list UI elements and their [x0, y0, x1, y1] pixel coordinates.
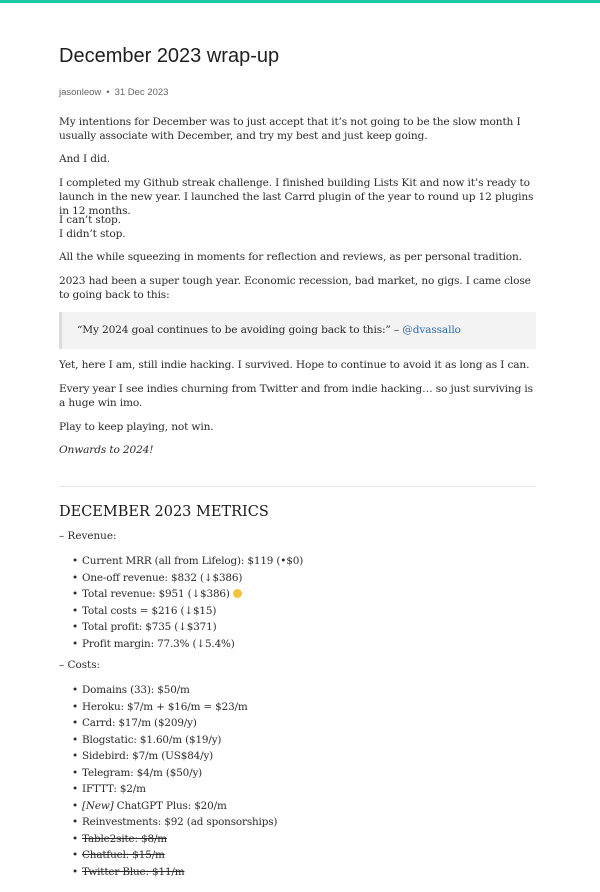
paragraph: I didn’t stop. — [59, 228, 126, 240]
list-item: • Profit margin: 77.3% (↓5.4%) — [72, 636, 303, 653]
section-heading: DECEMBER 2023 METRICS — [59, 504, 269, 520]
paragraph: I can’t stop. — [59, 214, 121, 226]
list-item: • Total revenue: $951 (↓$386) — [72, 586, 303, 603]
paragraph: And I did. — [59, 153, 110, 165]
post-meta — [59, 87, 168, 98]
list-item: • Current MRR (all from Lifelog): $119 (•$0) — [72, 553, 303, 570]
paragraph: All the while squeezing in moments for reflection and reviews, as per personal tradition. — [59, 251, 522, 263]
page-title: December 2023 wrap-up — [59, 45, 280, 67]
list-item: • Telegram: $4/m ($50/y) — [72, 765, 277, 782]
list-item-cancelled: • Chatfuel: $15/m — [72, 847, 277, 864]
quote-author-link[interactable]: @dvassallo — [402, 324, 461, 336]
quote-text: “My 2024 goal continues to be avoiding going back to this:” – — [77, 324, 403, 336]
list-item: • Carrd: $17/m ($209/y) — [72, 715, 277, 732]
costs-list — [72, 682, 277, 880]
author-link[interactable]: jasonleow — [59, 87, 102, 98]
list-item: • Total costs = $216 (↓$15) — [72, 603, 303, 620]
divider — [59, 486, 536, 487]
new-tag: [New] — [81, 799, 114, 812]
list-item: • Blogstatic: $1.60/m ($19/y) — [72, 732, 277, 749]
list-item-cancelled: • Twitter Blue: $11/m — [72, 864, 277, 881]
list-item: • Heroku: $7/m + $16/m = $23/m — [72, 699, 277, 716]
paragraph: My intentions for December was to just accept that it’s not going to be the slow month I usually associate with December, and try my best and just keep going. — [59, 116, 521, 143]
revenue-list — [72, 553, 303, 652]
revenue-label: – Revenue: — [59, 530, 117, 542]
blockquote — [59, 312, 536, 349]
list-item: • Domains (33): $50/m — [72, 682, 277, 699]
list-item-cancelled: • Table2site: $8/m — [72, 831, 277, 848]
paragraph: Every year I see indies churning from Twitter and from indie hacking… so just surviving is a huge win imo. — [59, 383, 533, 410]
list-item: • One-off revenue: $832 (↓$386) — [72, 570, 303, 587]
post-date: 31 Dec 2023 — [114, 87, 169, 98]
paragraph: I completed my Github streak challenge. I finished building Lists Kit and now it’s ready to launch in the new year. I launched the last Carrd plugin of the year to round up 12 plugins in 12 months. — [59, 177, 534, 218]
list-item: • [New] ChatGPT Plus: $20/m — [72, 798, 277, 815]
paragraph: 2023 had been a super tough year. Economic recession, bad market, no gigs. I came close to going back to this: — [59, 275, 531, 302]
top-accent-bar — [0, 0, 600, 3]
list-item: • IFTTT: $2/m — [72, 781, 277, 798]
list-item: • Total profit: $735 (↓$371) — [72, 619, 303, 636]
list-item: • Reinvestments: $92 (ad sponsorships) — [72, 814, 277, 831]
paragraph: Play to keep playing, not win. — [59, 421, 214, 433]
paragraph: Yet, here I am, still indie hacking. I survived. Hope to continue to avoid it as long as I can. — [59, 359, 530, 371]
costs-label: – Costs: — [59, 659, 101, 671]
list-item: • Sidebird: $7/m (US$84/y) — [72, 748, 277, 765]
paragraph: Onwards to 2024! — [59, 444, 154, 456]
smiley-emoji-icon — [233, 589, 242, 598]
separator-dot: • — [106, 87, 110, 98]
